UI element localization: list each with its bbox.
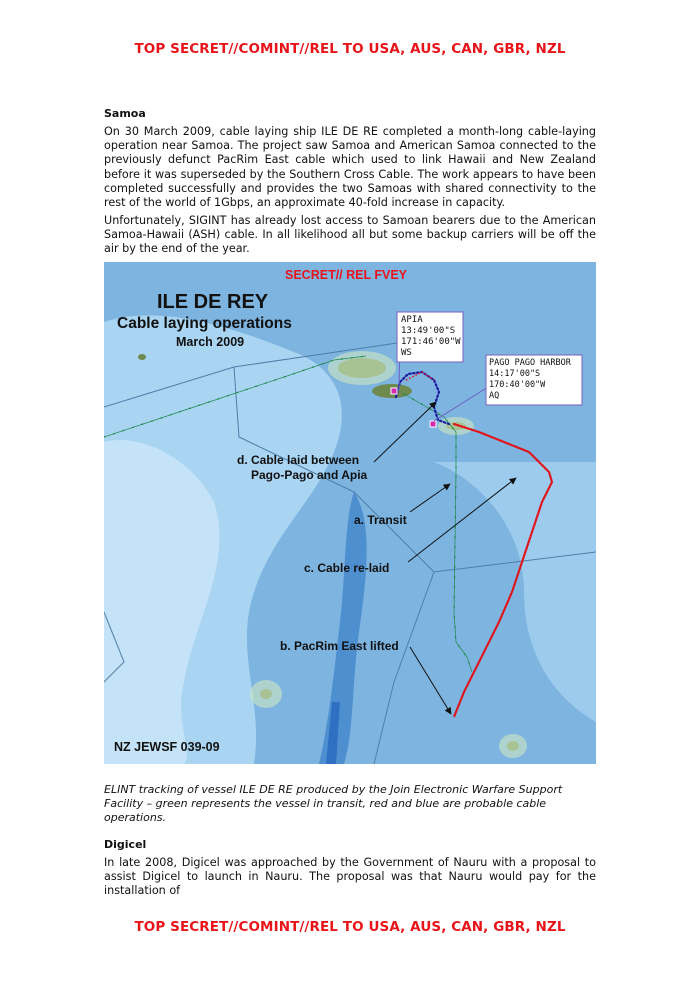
label-b-pacrim-lifted: b. PacRim East lifted xyxy=(280,639,399,653)
apia-line-4: WS xyxy=(401,348,412,358)
map-source-label: NZ JEWSF 039-09 xyxy=(114,740,220,754)
figure-caption: ELINT tracking of vessel ILE DE RE produced by the Join Electronic Warfare Support Facility – green represents the vessel in transit, red and blue are probable cable operations. xyxy=(104,783,563,825)
pago-line-1: PAGO PAGO HARBOR xyxy=(489,358,571,368)
label-d-line-1: d. Cable laid between xyxy=(237,453,360,467)
pago-line-2: 14:17'00"S xyxy=(489,369,541,379)
pago-pago-info-box xyxy=(486,355,582,405)
pago-line-4: AQ xyxy=(489,391,500,401)
label-d-line-2: Pago-Pago and Apia xyxy=(251,468,368,482)
label-a-transit: a. Transit xyxy=(354,513,407,527)
map-subtitle: Cable laying operations xyxy=(117,315,292,332)
cable-laying-map xyxy=(104,262,596,764)
pago-line-3: 170:40'00"W xyxy=(489,380,546,390)
apia-line-3: 171:46'00"W xyxy=(401,337,461,347)
apia-line-1: APIA xyxy=(401,315,423,325)
samoa-paragraph-1: On 30 March 2009, cable laying ship ILE DE RE completed a month-long cable-laying operation near Samoa. The project saw Samoa and American Samoa connected to the previously defunct PacRim East cable which used to link Hawaii and New Zealand before it was superseded by the Southern Cross Cable. The work appears to have been completed successfully and provides the two Samoas with shared connectivity to the rest of the world of 1Gbps, an approximate 40-fold increase in capacity. xyxy=(104,125,596,210)
apia-info-box xyxy=(397,312,463,362)
label-c-cable-relaid: c. Cable re-laid xyxy=(304,561,390,575)
header-classification: TOP SECRET//COMINT//REL TO USA, AUS, CAN, GBR, NZL xyxy=(134,41,566,57)
apia-line-2: 13:49'00"S xyxy=(401,326,456,336)
digicel-heading: Digicel xyxy=(104,838,147,851)
map-date: March 2009 xyxy=(176,335,245,349)
apia-marker xyxy=(391,388,397,394)
map-classification: SECRET// REL FVEY xyxy=(285,268,408,282)
samoa-heading: Samoa xyxy=(104,107,146,120)
small-island-nw xyxy=(138,354,146,360)
footer-classification: TOP SECRET//COMINT//REL TO USA, AUS, CAN, GBR, NZL xyxy=(134,919,566,935)
pago-pago-marker xyxy=(430,421,436,427)
samoa-paragraph-2: Unfortunately, SIGINT has already lost access to Samoan bearers due to the American Samoa-Hawaii (ASH) cable. In all likelihood all but some backup carriers will be off the air by the end of the year. xyxy=(104,214,596,256)
map-title: ILE DE REY xyxy=(157,291,269,313)
digicel-paragraph-1: In late 2008, Digicel was approached by the Government of Nauru with a proposal to assist Digicel to launch in Nauru. The proposal was that Nauru would pay for the installation of xyxy=(104,856,596,898)
